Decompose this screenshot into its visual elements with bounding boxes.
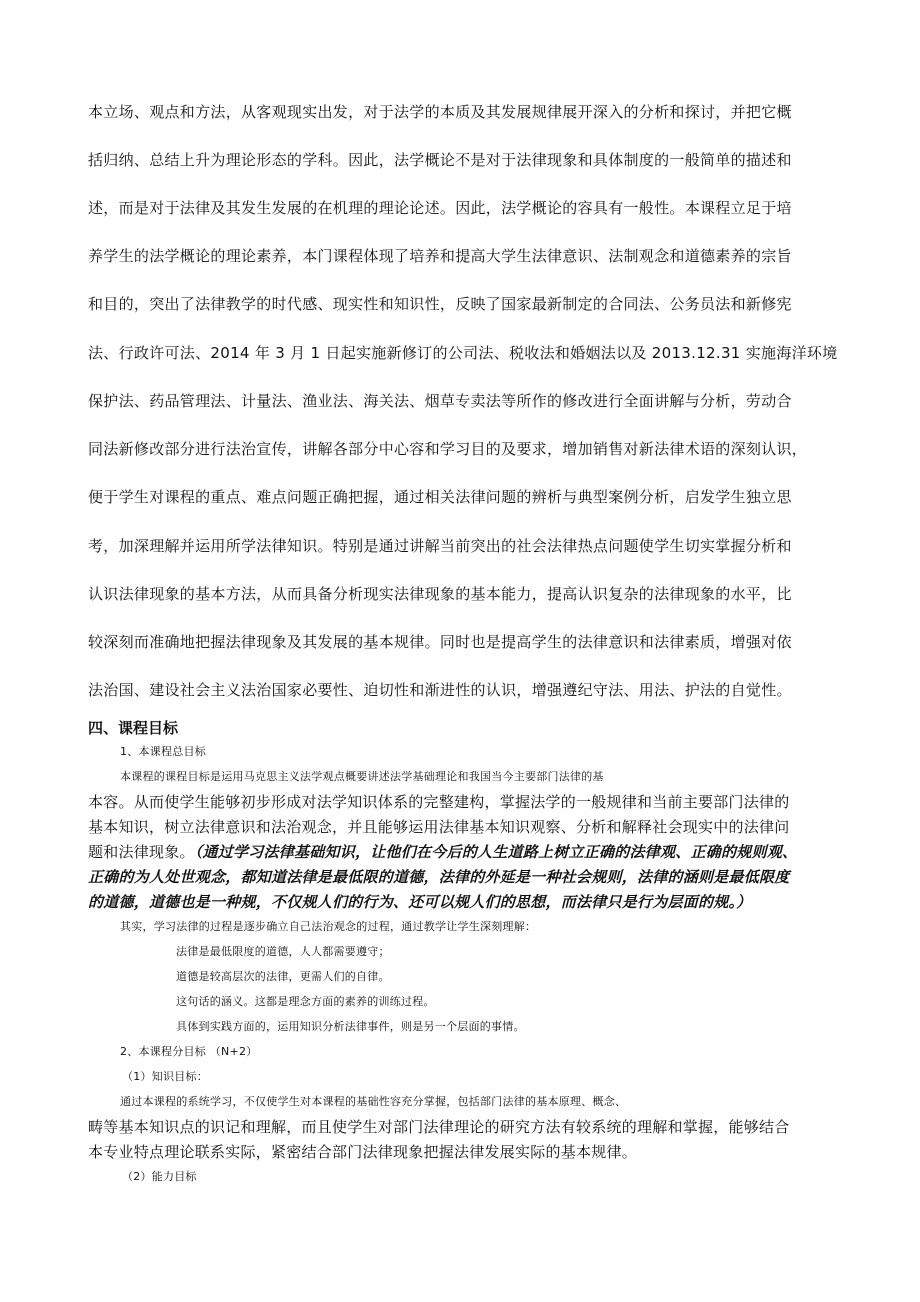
point-line: 道德是较高层次的法律，更需人们的自律。 <box>176 970 390 983</box>
subsection-heading: （1）知识目标： <box>122 1070 208 1083</box>
intro-line: 认识法律现象的基本方法，从而具备分析现实法律现象的基本能力，提高认识复杂的法律现象的水平，比 <box>88 585 792 603</box>
intro-line: 便于学生对课程的重点、难点问题正确把握，通过相关法律问题的辨析与典型案例分析，启发学生独立思 <box>88 488 792 506</box>
emphasis-line: 的道德，道德也是一种规，不仅规人们的行为、还可以规人们的思想，而法律只是行为层面的规。） <box>88 893 752 911</box>
intro-line: 述，而是对于法律及其发生发展的在机理的理论论述。因此，法学概论的容具有一般性。本课程立足于培 <box>88 199 792 217</box>
intro-line: 括归纳、总结上升为理论形态的学科。因此，法学概论不是对于法律现象和具体制度的一般简单的描述和 <box>88 151 792 169</box>
section-heading: 四、课程目标 <box>88 719 179 737</box>
emphasis-line: 正确的为人处世观念，都知道法律是最低限的道德，法律的外延是一种社会规则，法律的涵则是最低限度 <box>88 868 790 886</box>
intro-line: 同法新修改部分进行法治宣传，讲解各部分中心容和学习目的及要求，增加销售对新法律术语的深刻认识， <box>88 440 808 458</box>
point-line: 法律是最低限度的道德，人人都需要遵守； <box>176 945 390 958</box>
intro-line: 本立场、观点和方法，从客观现实出发，对于法学的本质及其发展规律展开深入的分析和探讨，并把它概 <box>88 103 792 121</box>
intro-line: 和目的，突出了法律教学的时代感、现实性和知识性，反映了国家最新制定的合同法、公务员法和新修宪 <box>88 295 792 313</box>
subsection-heading: 2、本课程分目标 （N+2） <box>120 1045 258 1058</box>
intro-line: 考，加深理解并运用所学法律知识。特别是通过讲解当前突出的社会法律热点问题使学生切实掌握分析和 <box>88 537 792 555</box>
paragraph-line: 基本知识，树立法律意识和法治观念，并且能够运用法律基本知识观察、分析和解释社会现实中的法律问 <box>88 818 790 836</box>
point-line: 具体到实践方面的，运用知识分析法律事件，则是另一个层面的事情。 <box>176 1020 525 1033</box>
paragraph-line: 本容。从而使学生能够初步形成对法学知识体系的完整建构，掌握法学的一般规律和当前主要部门法律的 <box>88 793 790 811</box>
intro-line: 法治国、建设社会主义法治国家必要性、迫切性和渐进性的认识，增强遵纪守法、用法、护法的自觉性。 <box>88 681 792 699</box>
intro-line: 法、行政许可法、2014 年 3 月 1 日起实施新修订的公司法、税收法和婚姻法以及 2013.12.31 实施海洋环境 <box>88 344 838 362</box>
intro-line: 养学生的法学概论的理论素养，本门课程体现了培养和提高大学生法律意识、法制观念和道德素养的宗旨 <box>88 247 792 265</box>
paragraph-text: 题和法律现象。 <box>88 843 195 861</box>
emphasis-text: （通过学习法律基础知识，让他们在今后的人生道路上树立正确的法律观、正确的规则观、 <box>194 843 798 861</box>
paragraph-line: 畴等基本知识点的识记和理解，而且使学生对部门法律理论的研究方法有较系统的理解和掌握，能够结合 <box>88 1118 790 1136</box>
intro-line: 较深刻而准确地把握法律现象及其发展的基本规律。同时也是提高学生的法律意识和法律素质，增强对依 <box>88 633 792 651</box>
intro-line: 保护法、药品管理法、计量法、渔业法、海关法、烟草专卖法等所作的修改进行全面讲解与分析，劳动合 <box>88 392 792 410</box>
subsection-heading: 1、本课程总目标 <box>120 745 206 758</box>
paragraph-line <box>88 841 833 863</box>
paragraph-line: 本课程的课程目标是运用马克思主义法学观点概要讲述法学基础理论和我国当今主要部门法律的基 <box>120 770 604 783</box>
point-line: 这句话的涵义。这都是理念方面的素养的训练过程。 <box>176 995 435 1008</box>
paragraph-line: 通过本课程的系统学习，不仅使学生对本课程的基础性容充分掌握，包括部门法律的基本原理、概念、 <box>120 1095 627 1108</box>
subsection-heading: （2）能力目标 <box>122 1170 197 1183</box>
paragraph-line: 本专业特点理论联系实际，紧密结合部门法律现象把握法律发展实际的基本规律。 <box>88 1143 638 1161</box>
paragraph-line: 其实，学习法律的过程是逐步确立自己法治观念的过程，通过教学让学生深刻理解： <box>120 920 537 933</box>
